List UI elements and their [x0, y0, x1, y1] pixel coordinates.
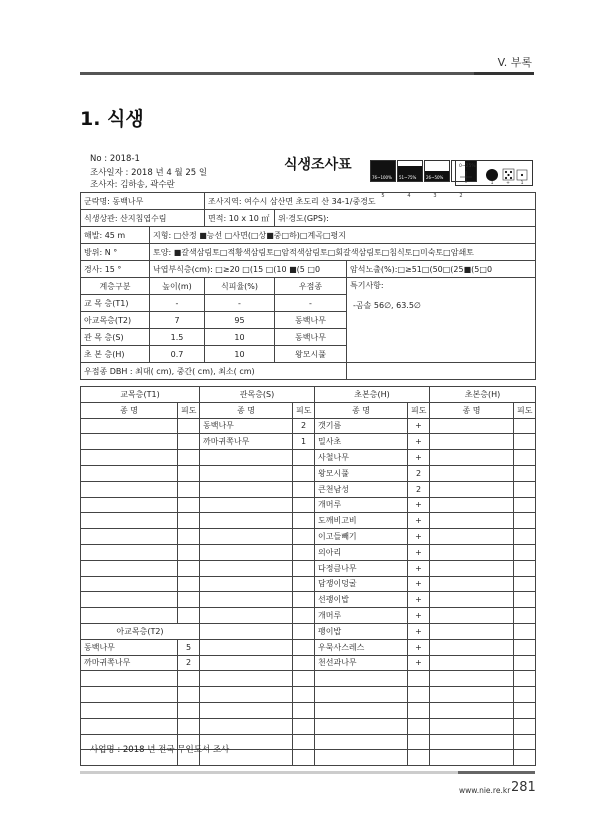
species-name-s: [200, 702, 293, 718]
species-name-h1: 선괭이밥: [315, 592, 408, 608]
species-name-h1: 사철나무: [315, 450, 408, 466]
species-name-t1: [81, 718, 178, 734]
layer-header: 계층구분: [81, 278, 150, 295]
layer-cover: 10: [205, 346, 275, 363]
species-density-t1: [178, 702, 200, 718]
species-name-h2: [430, 513, 514, 529]
dbh-cell: 우점종 DBH : 최대( cm), 중간( cm), 최소( cm): [81, 363, 347, 380]
gps-cell: 위·경도(GPS):: [275, 210, 536, 227]
species-density-h2: [514, 734, 536, 750]
species-name-h2: [430, 639, 514, 655]
sub-header-density: 피도: [514, 402, 536, 418]
species-density-t1: 5: [178, 639, 200, 655]
species-density-h2: [514, 481, 536, 497]
species-name-t1: [81, 687, 178, 703]
layer-header: 우점종: [275, 278, 347, 295]
species-row: [81, 608, 536, 624]
species-density-s: [293, 655, 315, 671]
species-name-h2: [430, 576, 514, 592]
species-density-s: [293, 465, 315, 481]
species-density-t1: [178, 576, 200, 592]
species-name-h2: [430, 623, 514, 639]
species-density-s: [293, 639, 315, 655]
t2-header: 아교목층(T2): [81, 623, 200, 639]
species-name-h2: [430, 750, 514, 766]
ref-label: 0~25%: [459, 164, 476, 169]
species-density-t1: [178, 497, 200, 513]
species-density-s: [293, 576, 315, 592]
species-name-h2: [430, 718, 514, 734]
species-density-h1: +: [408, 434, 430, 450]
layer-name: 교 목 층(T1): [81, 295, 150, 312]
species-density-t1: [178, 465, 200, 481]
sub-header-name: 종 명: [81, 402, 178, 418]
species-name-h1: [315, 702, 408, 718]
community-cell: 군락명: 동백나무: [81, 193, 205, 210]
layer-dominant: 왕모시풀: [275, 346, 347, 363]
species-density-s: [293, 450, 315, 466]
species-density-h2: [514, 560, 536, 576]
ref-mark-3: 1: [520, 181, 524, 185]
species-density-s: [293, 497, 315, 513]
species-name-t1: [81, 592, 178, 608]
terrain-cell: 지형: □산정 ■능선 □사면(□상■중□하)□계곡□평지: [150, 227, 536, 244]
species-name-h2: [430, 450, 514, 466]
species-density-h1: [408, 702, 430, 718]
sub-header-name: 종 명: [430, 402, 514, 418]
layer-cover: 10: [205, 329, 275, 346]
species-name-h1: 우묵사스레스: [315, 639, 408, 655]
species-row: [81, 718, 536, 734]
species-density-t1: [178, 450, 200, 466]
species-name-s: [200, 450, 293, 466]
species-density-t1: [178, 671, 200, 687]
layer-name: 아교목층(T2): [81, 312, 150, 329]
layer-dominant: -: [275, 295, 347, 312]
section-title: 1. 식생: [80, 108, 144, 130]
cover-index-4: 4: [407, 193, 411, 199]
species-density-h2: [514, 687, 536, 703]
group-header-t1: 교목층(T1): [81, 387, 200, 403]
species-density-h2: [514, 639, 536, 655]
header-rule: [80, 72, 534, 75]
species-density-s: 1: [293, 434, 315, 450]
species-density-h1: +: [408, 450, 430, 466]
species-row: [81, 481, 536, 497]
layer-height: -: [150, 295, 205, 312]
species-density-h2: [514, 434, 536, 450]
species-name-h2: [430, 418, 514, 434]
rock-cell: 암석노출(%):□≥51□(50□(25■(5□0: [347, 261, 536, 278]
species-row: [81, 702, 536, 718]
layer-height: 0.7: [150, 346, 205, 363]
info-row: [81, 210, 536, 227]
species-name-h1: 왕모시풀: [315, 465, 408, 481]
species-density-t1: [178, 418, 200, 434]
species-row: [81, 560, 536, 576]
species-name-s: [200, 529, 293, 545]
cover-reference-box: [455, 160, 533, 186]
location-cell: 조사지역: 여수시 삼산면 초도리 산 34-1/중경도: [205, 193, 536, 210]
species-density-h1: [408, 687, 430, 703]
species-density-h1: 2: [408, 481, 430, 497]
species-density-t1: [178, 718, 200, 734]
cover-index-2: 2: [459, 193, 463, 199]
cover-reference-icon: [456, 161, 532, 185]
species-name-h1: 팽이밥: [315, 623, 408, 639]
footer-rule-accent: [458, 771, 535, 774]
species-density-t1: [178, 529, 200, 545]
species-name-h2: [430, 592, 514, 608]
species-density-h1: +: [408, 639, 430, 655]
species-name-h1: [315, 671, 408, 687]
species-name-t1: 까마귀쪽나무: [81, 655, 178, 671]
species-density-h2: [514, 750, 536, 766]
species-name-s: [200, 544, 293, 560]
species-name-h2: [430, 544, 514, 560]
sub-header-density: 피도: [408, 402, 430, 418]
species-row: [81, 513, 536, 529]
species-name-h1: 갯기름: [315, 418, 408, 434]
vegetation-cell: 식생상관: 산지침엽수림: [81, 210, 205, 227]
species-row: [81, 529, 536, 545]
dbh-row: [81, 363, 536, 380]
species-density-s: 2: [293, 418, 315, 434]
species-name-s: [200, 465, 293, 481]
survey-number: No : 2018-1: [90, 154, 140, 164]
species-density-h1: +: [408, 560, 430, 576]
species-name-h2: [430, 655, 514, 671]
species-density-t1: [178, 544, 200, 560]
species-name-s: [200, 513, 293, 529]
species-density-t1: [178, 608, 200, 624]
group-header-h2: 초본층(H): [430, 387, 536, 403]
species-name-t1: [81, 560, 178, 576]
group-header-h1: 초본층(H): [315, 387, 430, 403]
layer-dominant: 동백나무: [275, 312, 347, 329]
species-density-h2: [514, 671, 536, 687]
group-header-s: 관목층(S): [200, 387, 315, 403]
species-density-h2: [514, 529, 536, 545]
species-name-h2: [430, 434, 514, 450]
species-density-s: [293, 608, 315, 624]
species-name-h2: [430, 687, 514, 703]
species-density-h1: [408, 718, 430, 734]
species-name-t1: [81, 418, 178, 434]
species-name-h1: [315, 718, 408, 734]
species-name-s: [200, 655, 293, 671]
species-name-h1: [315, 750, 408, 766]
species-row: [81, 544, 536, 560]
species-density-h2: [514, 608, 536, 624]
species-density-t1: 2: [178, 655, 200, 671]
aspect-cell: 방위: N °: [81, 244, 150, 261]
species-density-h2: [514, 418, 536, 434]
header-rule-accent: [474, 72, 534, 75]
cover-index-5: 5: [381, 193, 385, 199]
info-row: [81, 227, 536, 244]
species-name-h1: 이고들빼기: [315, 529, 408, 545]
species-density-h1: 2: [408, 465, 430, 481]
species-name-h1: 큰천남성: [315, 481, 408, 497]
cover-box-4: 51~75%: [397, 160, 423, 182]
layer-dominant: 동백나무: [275, 329, 347, 346]
cover-box-5: 76~100%: [370, 160, 396, 182]
species-density-h1: +: [408, 513, 430, 529]
species-density-h2: [514, 718, 536, 734]
species-name-h1: 천선과나무: [315, 655, 408, 671]
species-name-t1: [81, 481, 178, 497]
sub-header-name: 종 명: [315, 402, 408, 418]
species-row: [81, 497, 536, 513]
sub-header-density: 피도: [293, 402, 315, 418]
layer-header: 식피율(%): [205, 278, 275, 295]
species-name-t1: [81, 513, 178, 529]
species-name-h1: [315, 734, 408, 750]
species-name-h2: [430, 465, 514, 481]
species-name-h2: [430, 481, 514, 497]
surveyor: 조사자: 김하송, 곽수란: [90, 180, 175, 190]
layer-cover: -: [205, 295, 275, 312]
species-name-h1: 다정큼나무: [315, 560, 408, 576]
form-title: 식생조사표: [284, 157, 352, 173]
elevation-cell: 해발: 45 m: [81, 227, 150, 244]
cover-index-3: 3: [433, 193, 437, 199]
species-density-h1: +: [408, 418, 430, 434]
species-name-h2: [430, 497, 514, 513]
species-name-s: [200, 560, 293, 576]
species-row: [81, 639, 536, 655]
species-name-h1: [315, 687, 408, 703]
species-density-t1: [178, 592, 200, 608]
species-name-h1: 개머루: [315, 497, 408, 513]
species-name-h2: [430, 671, 514, 687]
chapter-label: V. 부록: [497, 56, 532, 69]
species-density-h2: [514, 450, 536, 466]
page-number: 281: [511, 780, 536, 795]
species-name-s: 까마귀쪽나무: [200, 434, 293, 450]
species-name-s: [200, 576, 293, 592]
species-name-s: [200, 623, 293, 639]
species-row: [81, 576, 536, 592]
species-density-h2: [514, 592, 536, 608]
layer-name: 초 본 층(H): [81, 346, 150, 363]
species-name-s: [200, 687, 293, 703]
species-name-s: [200, 481, 293, 497]
species-name-t1: 동백나무: [81, 639, 178, 655]
species-row: [81, 687, 536, 703]
dbh-blank: [347, 363, 536, 380]
species-density-s: [293, 560, 315, 576]
species-density-s: [293, 750, 315, 766]
species-name-s: [200, 671, 293, 687]
species-name-s: [200, 718, 293, 734]
species-name-h2: [430, 702, 514, 718]
species-density-h1: +: [408, 497, 430, 513]
species-name-t1: [81, 465, 178, 481]
special-label: 특기사항:: [350, 281, 384, 290]
species-density-h2: [514, 702, 536, 718]
species-density-h1: +: [408, 529, 430, 545]
species-density-s: [293, 623, 315, 639]
slope-cell: 경사: 15 °: [81, 261, 150, 278]
species-row: [81, 418, 536, 434]
species-density-h1: +: [408, 576, 430, 592]
sub-header-density: 피도: [178, 402, 200, 418]
species-name-t1: [81, 702, 178, 718]
species-name-h2: [430, 529, 514, 545]
species-density-h1: +: [408, 544, 430, 560]
species-density-h1: [408, 750, 430, 766]
species-name-s: [200, 639, 293, 655]
species-name-h1: 밀사초: [315, 434, 408, 450]
species-density-h1: +: [408, 592, 430, 608]
species-name-t1: [81, 450, 178, 466]
species-row: [81, 623, 536, 639]
info-row: [81, 244, 536, 261]
species-sub-header: [81, 402, 536, 418]
species-name-t1: [81, 671, 178, 687]
species-name-s: 동백나무: [200, 418, 293, 434]
species-name-s: [200, 497, 293, 513]
area-cell: 면적: 10 x 10 ㎡: [205, 210, 275, 227]
species-table: [80, 386, 536, 766]
species-density-h2: [514, 544, 536, 560]
species-density-h2: [514, 623, 536, 639]
species-density-h2: [514, 497, 536, 513]
species-density-s: [293, 687, 315, 703]
species-density-h2: [514, 655, 536, 671]
species-density-t1: [178, 513, 200, 529]
business-name: 사업명 : 2018 년 전국 무인도서 조사: [90, 745, 230, 755]
species-name-h2: [430, 608, 514, 624]
species-name-h1: 의아리: [315, 544, 408, 560]
species-name-h1: 개머루: [315, 608, 408, 624]
ref-mark-1: 1: [490, 181, 494, 185]
special-note: -곰솔 56∅, 63.5∅: [353, 301, 421, 310]
species-name-h2: [430, 560, 514, 576]
species-row: [81, 671, 536, 687]
species-density-s: [293, 481, 315, 497]
species-density-s: [293, 544, 315, 560]
species-density-t1: [178, 560, 200, 576]
special-notes-cell: [347, 278, 536, 363]
sub-header-name: 종 명: [200, 402, 293, 418]
species-name-t1: [81, 608, 178, 624]
species-density-h2: [514, 513, 536, 529]
species-row: [81, 450, 536, 466]
species-row: [81, 434, 536, 450]
layer-header: 높이(m): [150, 278, 205, 295]
info-row: [81, 261, 536, 278]
info-row: [81, 193, 536, 210]
layer-cover: 95: [205, 312, 275, 329]
species-name-h1: 담쟁이덩굴: [315, 576, 408, 592]
species-density-h1: +: [408, 623, 430, 639]
ref-mark-2: +: [506, 181, 510, 185]
species-name-t1: [81, 576, 178, 592]
species-density-h2: [514, 465, 536, 481]
species-row: [81, 592, 536, 608]
species-density-h1: [408, 734, 430, 750]
species-density-s: [293, 702, 315, 718]
footer-url: www.nie.re.kr: [459, 786, 511, 795]
species-name-t1: [81, 544, 178, 560]
species-density-h1: [408, 671, 430, 687]
species-name-t1: [81, 529, 178, 545]
species-density-s: [293, 529, 315, 545]
species-row: [81, 655, 536, 671]
species-density-t1: [178, 687, 200, 703]
layer-header-row: [81, 278, 536, 295]
species-density-s: [293, 734, 315, 750]
species-density-s: [293, 718, 315, 734]
species-name-s: [200, 592, 293, 608]
species-name-h1: 도깨비고비: [315, 513, 408, 529]
species-name-t1: [81, 434, 178, 450]
species-density-h1: +: [408, 655, 430, 671]
info-table: [80, 192, 536, 380]
species-density-h1: +: [408, 608, 430, 624]
soil-cell: 토양: ■갈색삼림토□적황색삼림토□암적색삼림토□회갈색삼림토□침식토□미숙토□암쇄토: [150, 244, 536, 261]
species-row: [81, 465, 536, 481]
species-name-h2: [430, 734, 514, 750]
cover-box-3: 26~50%: [424, 160, 450, 182]
layer-name: 관 목 층(S): [81, 329, 150, 346]
species-density-s: [293, 592, 315, 608]
species-density-s: [293, 671, 315, 687]
layer-height: 1.5: [150, 329, 205, 346]
species-group-header: [81, 387, 536, 403]
species-density-h2: [514, 576, 536, 592]
species-density-s: [293, 513, 315, 529]
survey-date: 조사일자 : 2018 년 4 월 25 일: [90, 168, 208, 178]
species-density-t1: [178, 481, 200, 497]
litter-cell: 낙엽부식층(cm): □≥20 □(15 □(10 ■(5 □0: [150, 261, 347, 278]
species-name-s: [200, 608, 293, 624]
layer-height: 7: [150, 312, 205, 329]
species-name-t1: [81, 497, 178, 513]
species-density-t1: [178, 434, 200, 450]
